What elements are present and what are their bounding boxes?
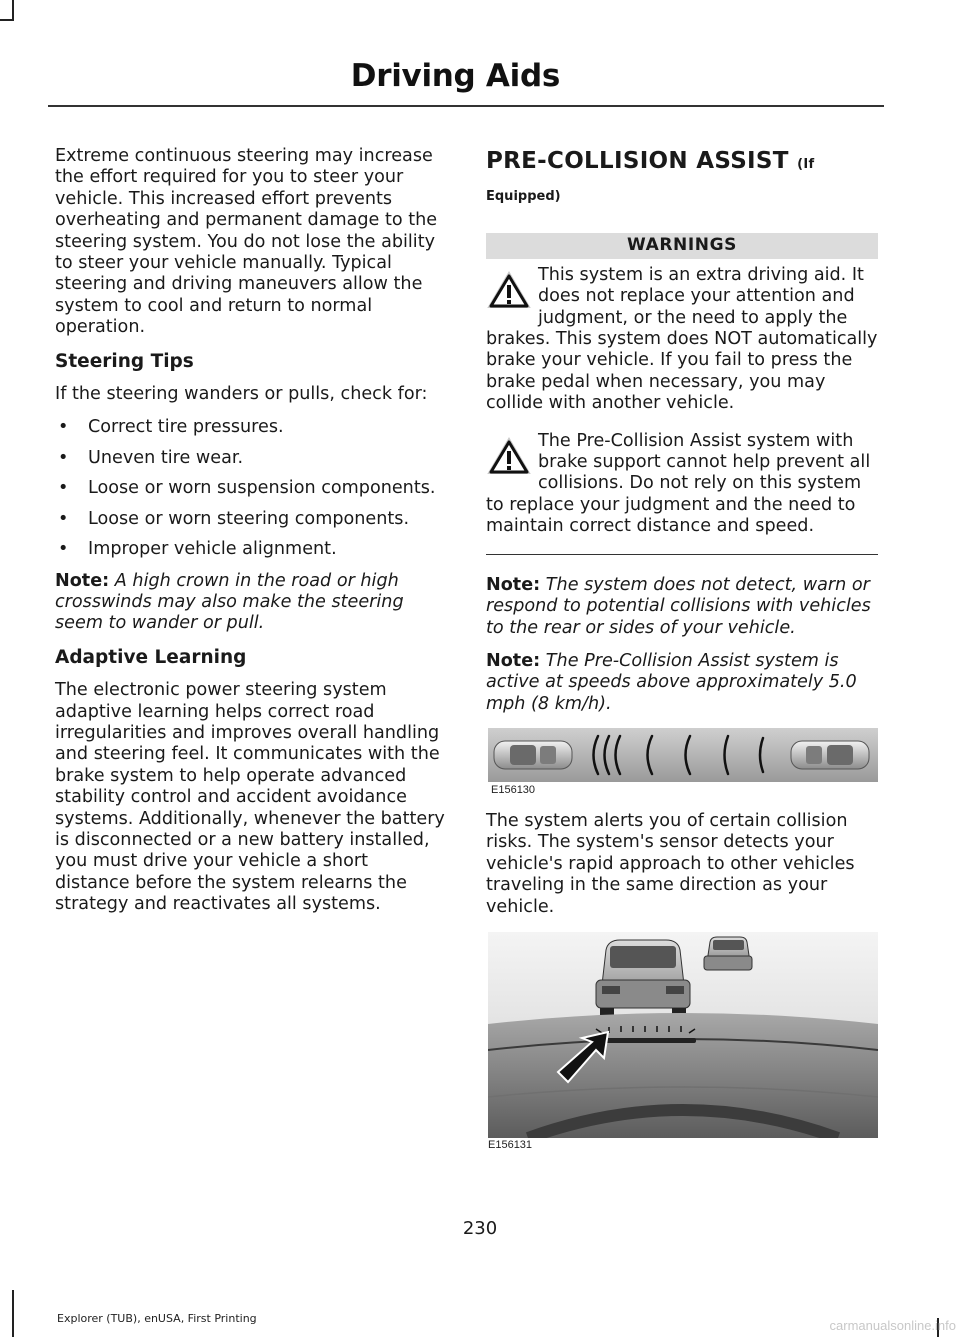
warning-triangle-icon bbox=[484, 267, 534, 319]
crop-mark bbox=[12, 0, 14, 20]
collision-sensor-figure bbox=[488, 728, 878, 782]
list-item: • Loose or worn steering components. bbox=[58, 508, 410, 529]
adaptive-learning-heading: Adaptive Learning bbox=[55, 646, 247, 668]
warning-triangle-icon bbox=[484, 433, 534, 485]
right-column bbox=[486, 146, 878, 727]
warnings-heading: WARNINGS bbox=[486, 233, 878, 258]
section-heading: PRE-COLLISION ASSIST (If bbox=[486, 148, 815, 174]
steering-note: Note: A high crown in the road or high crosswinds may also make the steering seem to wander or pull. bbox=[55, 570, 404, 634]
intro-paragraph: Extreme continuous steering may increase the effort required for you to steer your vehicle. This increased effort prevents overheating and permanent damage to the steering system. You do not lose the ability to steer your vehicle manually. Typical steering and driving maneuvers allow the system to cool and return to normal operation. bbox=[55, 146, 438, 338]
figure-id: E156130 bbox=[491, 784, 536, 796]
edition-footer: Explorer (TUB), enUSA, First Printing bbox=[57, 1312, 257, 1325]
bullet-icon: • bbox=[58, 447, 69, 468]
crop-mark bbox=[12, 1290, 14, 1337]
list-item: • Loose or worn suspension components. bbox=[58, 478, 436, 499]
page-section-title: Driving Aids bbox=[350, 58, 560, 94]
dashboard-warning-figure bbox=[488, 932, 878, 1138]
left-column bbox=[55, 146, 447, 928]
alert-paragraph: The system alerts you of certain collision risks. The system's sensor detects your vehicle's rapid approach to other vehicles traveling in the same direction as your vehicle. bbox=[486, 811, 855, 917]
bullet-icon: • bbox=[58, 478, 69, 499]
adaptive-learning-paragraph: The electronic power steering system adaptive learning helps correct road irregularities and improves overall handling and steering feel. It communicates with the brake system to help operate advanced stability control and accident avoidance systems. Additionally, whenever the battery is disconnected or a new battery installed, you must drive your vehicle a short distance before the system relearns the strategy and reactivates all systems. bbox=[55, 680, 445, 915]
detection-note: Note: The system does not detect, warn or respond to potential collisions with vehicles to the rear or sides of your vehicle. bbox=[486, 574, 871, 638]
warning-block bbox=[486, 265, 878, 415]
warning-text: The Pre-Collision Assist system with brake support cannot help prevent all collisions. Do not rely on this system to replace your judgment and the need to maintain correct distance and speed. bbox=[486, 430, 871, 537]
steering-tips-list bbox=[55, 417, 447, 560]
speed-note: Note: The Pre-Collision Assist system is active at speeds above approximately 5.0 mph (8 km/h). bbox=[486, 650, 857, 714]
list-item: • Correct tire pressures. bbox=[58, 417, 284, 438]
front-car bbox=[791, 741, 869, 769]
lead-car bbox=[596, 940, 690, 1016]
bullet-icon: • bbox=[58, 508, 69, 529]
warning-block bbox=[486, 431, 878, 538]
bullet-icon: • bbox=[58, 539, 69, 560]
bullet-icon: • bbox=[58, 417, 69, 438]
crop-mark bbox=[0, 19, 14, 21]
header-divider bbox=[48, 105, 884, 107]
alert-paragraph-block bbox=[486, 811, 878, 930]
far-car bbox=[704, 937, 752, 970]
warnings-divider bbox=[486, 554, 878, 555]
steering-tips-lead: If the steering wanders or pulls, check for: bbox=[55, 384, 428, 405]
figure-id: E156131 bbox=[488, 1139, 533, 1151]
watermark: carmanualsonline.info bbox=[829, 1318, 956, 1333]
page-number: 230 bbox=[462, 1218, 498, 1239]
section-subheading: Equipped) bbox=[486, 189, 561, 204]
list-item: • Uneven tire wear. bbox=[58, 447, 244, 468]
steering-tips-heading: Steering Tips bbox=[55, 350, 194, 372]
rear-car bbox=[494, 741, 572, 769]
list-item: • Improper vehicle alignment. bbox=[58, 539, 337, 560]
warning-text: This system is an extra driving aid. It does not replace your attention and judgment, or the need to apply the brakes. This system does NOT automatically brake your vehicle. If you fail to press the brake pedal when necessary, you may collide with another vehicle. bbox=[486, 264, 878, 414]
